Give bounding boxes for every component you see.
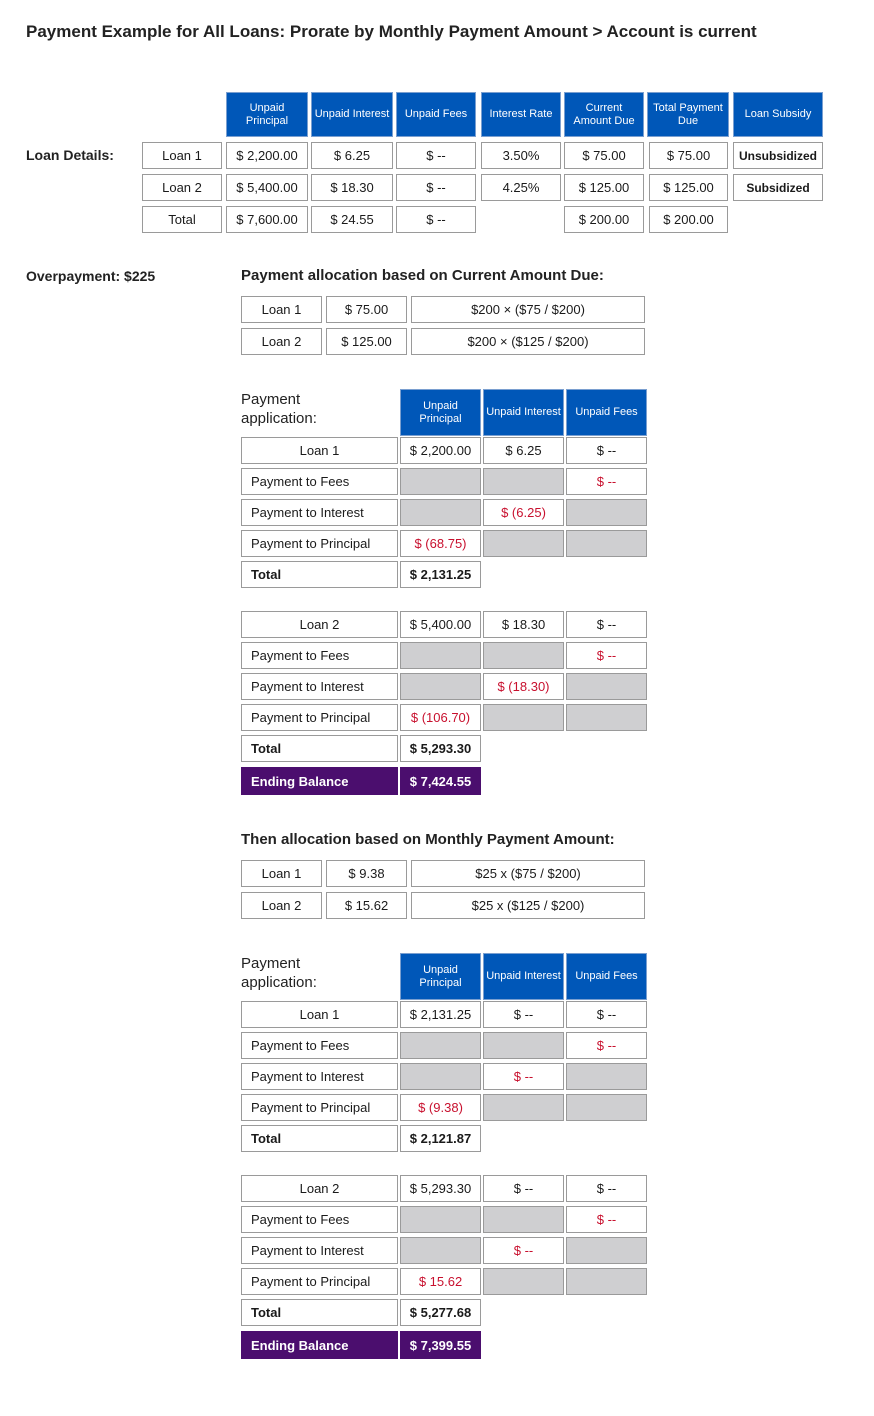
payment-to-interest-value: $ (18.30) bbox=[483, 673, 564, 700]
loan-details-subsidy: Unsubsidized bbox=[733, 142, 823, 169]
loan-details-total-due: $ 75.00 bbox=[649, 142, 728, 169]
empty-cell bbox=[483, 530, 564, 557]
header-unpaid-interest: Unpaid Interest bbox=[483, 389, 564, 436]
payment-to-interest-label: Payment to Interest bbox=[241, 673, 398, 700]
allocation-amount: $ 15.62 bbox=[326, 892, 407, 919]
allocation-amount: $ 75.00 bbox=[326, 296, 407, 323]
empty-cell bbox=[566, 1237, 647, 1264]
header-unpaid-interest: Unpaid Interest bbox=[483, 953, 564, 1000]
payment-to-principal-label: Payment to Principal bbox=[241, 1094, 398, 1121]
allocation-formula: $200 × ($75 / $200) bbox=[411, 296, 645, 323]
loan-details-label: Loan Details: bbox=[26, 147, 114, 163]
header-unpaid-principal: Unpaid Principal bbox=[226, 92, 308, 137]
loan-details-current-due: $ 125.00 bbox=[564, 174, 644, 201]
unpaid-fees-value: $ -- bbox=[566, 437, 647, 464]
empty-cell bbox=[400, 1063, 481, 1090]
header-unpaid-principal: Unpaid Principal bbox=[400, 389, 481, 436]
payment-to-fees-label: Payment to Fees bbox=[241, 1032, 398, 1059]
payment-to-fees-value: $ -- bbox=[566, 468, 647, 495]
payment-to-principal-label: Payment to Principal bbox=[241, 704, 398, 731]
payment-to-fees-value: $ -- bbox=[566, 1032, 647, 1059]
empty-cell bbox=[483, 468, 564, 495]
payment-to-interest-value: $ -- bbox=[483, 1063, 564, 1090]
total-label: Total bbox=[241, 1125, 398, 1152]
allocation-loan-name: Loan 1 bbox=[241, 860, 322, 887]
empty-cell bbox=[400, 468, 481, 495]
allocation-amount: $ 125.00 bbox=[326, 328, 407, 355]
loan-details-subsidy: Subsidized bbox=[733, 174, 823, 201]
overpayment-label: Overpayment: $225 bbox=[26, 268, 156, 284]
loan-details-row-name: Loan 1 bbox=[142, 142, 222, 169]
payment-to-interest-label: Payment to Interest bbox=[241, 1063, 398, 1090]
loan-details-total-due: $ 125.00 bbox=[649, 174, 728, 201]
empty-cell bbox=[483, 1094, 564, 1121]
payment-to-fees-label: Payment to Fees bbox=[241, 468, 398, 495]
ending-balance-label: Ending Balance bbox=[241, 1331, 398, 1359]
unpaid-fees-value: $ -- bbox=[566, 1001, 647, 1028]
loan-name: Loan 2 bbox=[241, 1175, 398, 1202]
empty-cell bbox=[400, 1206, 481, 1233]
loan-details-current-due: $ 75.00 bbox=[564, 142, 644, 169]
loan-details-fees: $ -- bbox=[396, 206, 476, 233]
empty-cell bbox=[483, 704, 564, 731]
allocation-title: Payment allocation based on Current Amount Due: bbox=[241, 267, 604, 284]
empty-cell bbox=[483, 1268, 564, 1295]
payment-to-fees-label: Payment to Fees bbox=[241, 1206, 398, 1233]
header-current-amount-due: Current Amount Due bbox=[564, 92, 644, 137]
empty-cell bbox=[400, 1032, 481, 1059]
unpaid-interest-value: $ -- bbox=[483, 1175, 564, 1202]
total-value: $ 2,121.87 bbox=[400, 1125, 481, 1152]
loan-details-interest: $ 18.30 bbox=[311, 174, 393, 201]
allocation-title: Then allocation based on Monthly Payment Amount: bbox=[241, 831, 615, 848]
allocation-formula: $25 x ($75 / $200) bbox=[411, 860, 645, 887]
payment-to-fees-value: $ -- bbox=[566, 1206, 647, 1233]
payment-to-fees-label: Payment to Fees bbox=[241, 642, 398, 669]
loan-details-principal: $ 7,600.00 bbox=[226, 206, 308, 233]
unpaid-interest-value: $ 18.30 bbox=[483, 611, 564, 638]
loan-details-total-due: $ 200.00 bbox=[649, 206, 728, 233]
payment-to-interest-value: $ -- bbox=[483, 1237, 564, 1264]
payment-application-label: Payment application: bbox=[241, 955, 317, 991]
ending-balance-label: Ending Balance bbox=[241, 767, 398, 795]
payment-to-principal-value: $ (9.38) bbox=[400, 1094, 481, 1121]
total-label: Total bbox=[241, 561, 398, 588]
empty-cell bbox=[566, 1268, 647, 1295]
total-label: Total bbox=[241, 735, 398, 762]
allocation-loan-name: Loan 2 bbox=[241, 328, 322, 355]
payment-to-principal-value: $ (68.75) bbox=[400, 530, 481, 557]
unpaid-principal-value: $ 5,400.00 bbox=[400, 611, 481, 638]
empty-cell bbox=[483, 1206, 564, 1233]
empty-cell bbox=[400, 642, 481, 669]
header-interest-rate: Interest Rate bbox=[481, 92, 561, 137]
total-label: Total bbox=[241, 1299, 398, 1326]
payment-to-principal-label: Payment to Principal bbox=[241, 530, 398, 557]
payment-to-principal-label: Payment to Principal bbox=[241, 1268, 398, 1295]
header-unpaid-fees: Unpaid Fees bbox=[396, 92, 476, 137]
total-value: $ 2,131.25 bbox=[400, 561, 481, 588]
unpaid-principal-value: $ 5,293.30 bbox=[400, 1175, 481, 1202]
empty-cell bbox=[400, 673, 481, 700]
total-value: $ 5,293.30 bbox=[400, 735, 481, 762]
loan-details-interest: $ 6.25 bbox=[311, 142, 393, 169]
empty-cell bbox=[566, 530, 647, 557]
payment-application-label: Payment application: bbox=[241, 391, 317, 427]
unpaid-interest-value: $ -- bbox=[483, 1001, 564, 1028]
empty-cell bbox=[566, 499, 647, 526]
loan-name: Loan 1 bbox=[241, 1001, 398, 1028]
payment-to-interest-value: $ (6.25) bbox=[483, 499, 564, 526]
payment-to-interest-label: Payment to Interest bbox=[241, 499, 398, 526]
unpaid-fees-value: $ -- bbox=[566, 611, 647, 638]
payment-to-fees-value: $ -- bbox=[566, 642, 647, 669]
empty-cell bbox=[483, 1032, 564, 1059]
page-title: Payment Example for All Loans: Prorate by Monthly Payment Amount > Account is current bbox=[26, 22, 757, 41]
loan-details-rate: 3.50% bbox=[481, 142, 561, 169]
empty-cell bbox=[566, 1063, 647, 1090]
payment-to-interest-label: Payment to Interest bbox=[241, 1237, 398, 1264]
allocation-formula: $25 x ($125 / $200) bbox=[411, 892, 645, 919]
loan-details-row-name: Loan 2 bbox=[142, 174, 222, 201]
payment-to-principal-value: $ 15.62 bbox=[400, 1268, 481, 1295]
unpaid-principal-value: $ 2,131.25 bbox=[400, 1001, 481, 1028]
loan-details-rate: 4.25% bbox=[481, 174, 561, 201]
unpaid-interest-value: $ 6.25 bbox=[483, 437, 564, 464]
header-unpaid-fees: Unpaid Fees bbox=[566, 953, 647, 1000]
empty-cell bbox=[400, 499, 481, 526]
loan-name: Loan 2 bbox=[241, 611, 398, 638]
payment-to-principal-value: $ (106.70) bbox=[400, 704, 481, 731]
unpaid-principal-value: $ 2,200.00 bbox=[400, 437, 481, 464]
header-unpaid-fees: Unpaid Fees bbox=[566, 389, 647, 436]
empty-cell bbox=[483, 642, 564, 669]
allocation-loan-name: Loan 1 bbox=[241, 296, 322, 323]
loan-name: Loan 1 bbox=[241, 437, 398, 464]
loan-details-interest: $ 24.55 bbox=[311, 206, 393, 233]
loan-details-fees: $ -- bbox=[396, 174, 476, 201]
empty-cell bbox=[566, 704, 647, 731]
loan-details-row-name: Total bbox=[142, 206, 222, 233]
empty-cell bbox=[566, 673, 647, 700]
ending-balance-value: $ 7,424.55 bbox=[400, 767, 481, 795]
loan-details-fees: $ -- bbox=[396, 142, 476, 169]
empty-cell bbox=[400, 1237, 481, 1264]
header-unpaid-interest: Unpaid Interest bbox=[311, 92, 393, 137]
loan-details-principal: $ 5,400.00 bbox=[226, 174, 308, 201]
header-loan-subsidy: Loan Subsidy bbox=[733, 92, 823, 137]
unpaid-fees-value: $ -- bbox=[566, 1175, 647, 1202]
header-total-payment-due: Total Payment Due bbox=[647, 92, 729, 137]
empty-cell bbox=[566, 1094, 647, 1121]
allocation-formula: $200 × ($125 / $200) bbox=[411, 328, 645, 355]
header-unpaid-principal: Unpaid Principal bbox=[400, 953, 481, 1000]
ending-balance-value: $ 7,399.55 bbox=[400, 1331, 481, 1359]
loan-details-current-due: $ 200.00 bbox=[564, 206, 644, 233]
allocation-loan-name: Loan 2 bbox=[241, 892, 322, 919]
allocation-amount: $ 9.38 bbox=[326, 860, 407, 887]
total-value: $ 5,277.68 bbox=[400, 1299, 481, 1326]
loan-details-principal: $ 2,200.00 bbox=[226, 142, 308, 169]
